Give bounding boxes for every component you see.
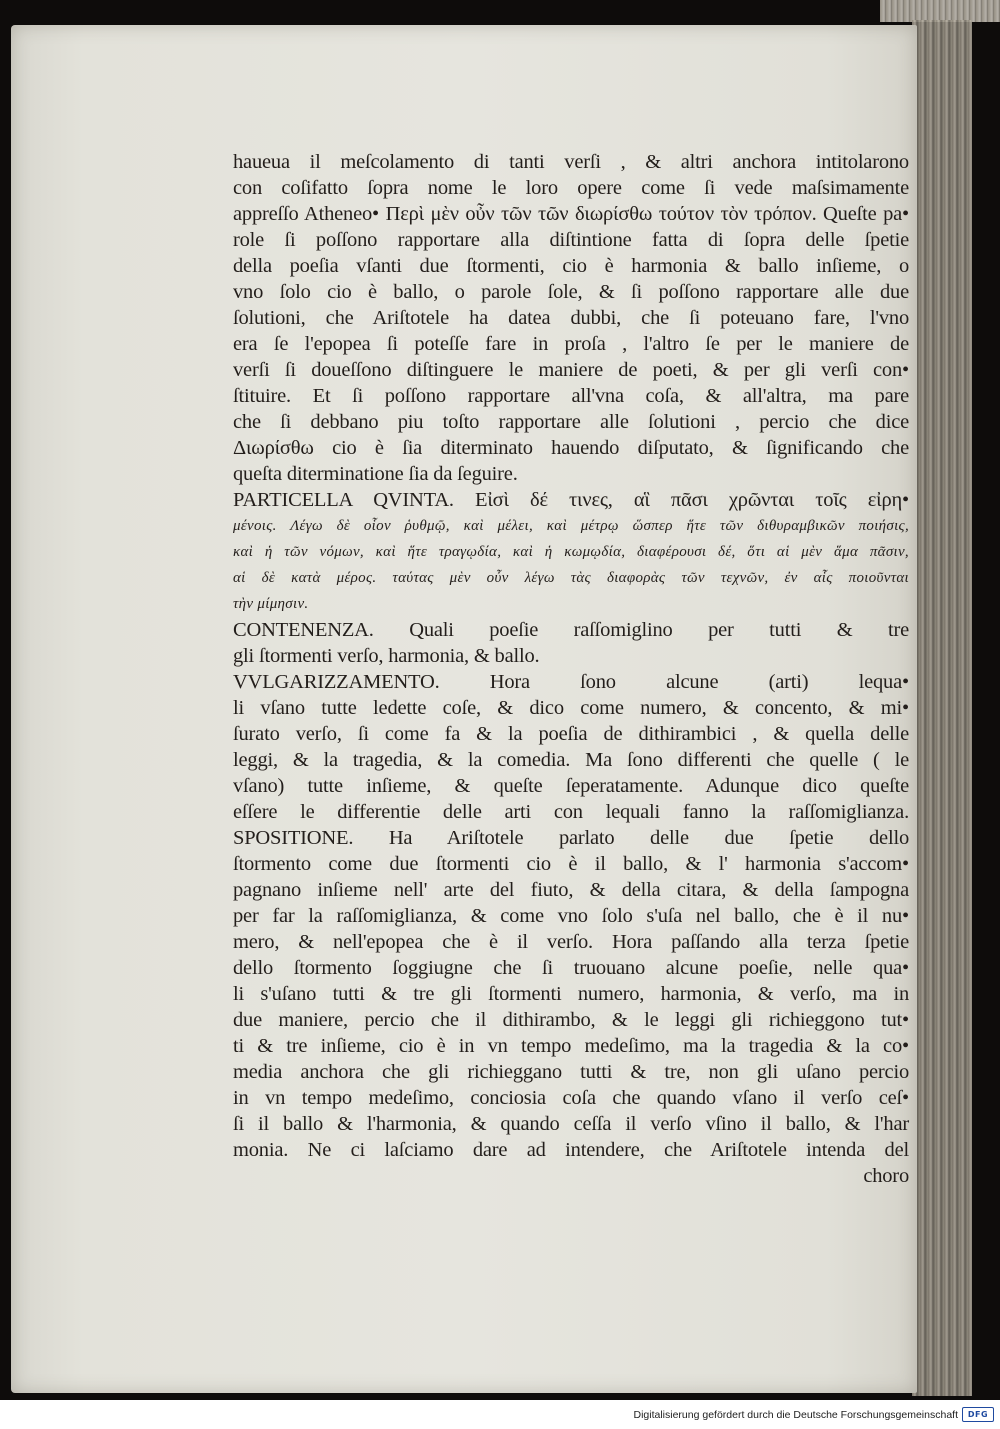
greek-line: αἱ δὲ κατὰ μέρος. ταύτας μὲν οὖν λέγω τὰς διαφορὰς τῶν τεχνῶν, ἐν αἷς ποιοῦνται (233, 570, 909, 586)
text-line: ſtormento come due ſtormenti cio è il ballo, & l' harmonia s'accom• (233, 853, 909, 875)
text-line: gli ſtormenti verſo, harmonia, & ballo. (233, 645, 540, 667)
text-line: ſolutioni, che Ariſtotele ha datea dubbi, che ſi poteuano fare, l'vno (233, 307, 909, 329)
text-line: era ſe l'epopea ſi poteſſe fare in proſa , l'altro ſe per le maniere de (233, 333, 909, 355)
text-line: eſſere le differentie delle arti con lequali fanno la raſſomiglianza. (233, 801, 909, 823)
text-line: pagnano inſieme nell' arte del fiuto, & della citara, & della ſampogna (233, 879, 909, 901)
text-line: con coſifatto ſopra nome le loro opere come ſi vede maſsimamente (233, 177, 909, 199)
greek-line: τὴν μίμησιν. (233, 596, 309, 612)
section-heading-line: CONTENENZA. Quali poeſie raſſomiglino per tutti & tre (233, 619, 909, 641)
greek-line: καὶ ἡ τῶν νόμων, καὶ ἥτε τραγῳδία, καὶ ἡ κωμῳδία, διαφέρουσι δέ, ὅτι αἱ μὲν ἅμα πᾶσιν, (233, 544, 909, 560)
text-line: due maniere, percio che il dithirambo, & le leggi gli richieggono tut• (233, 1009, 909, 1031)
text-line: media anchora che gli richieggano tutti & tre, non gli uſano percio (233, 1061, 909, 1083)
text-line: verſi ſi doueſſono diſtinguere le maniere de poeti, & per gli verſi con• (233, 359, 909, 381)
text-line: in vn tempo medeſimo, conciosia coſa che quando vſano il verſo ceſ• (233, 1087, 909, 1109)
text-line: appreſſo Atheneo• Περὶ μὲν οὖν τῶν τῶν διωρίσθω τούτον τὸν τρόπον. Queſte pa• (233, 203, 909, 225)
text-line: Διωρίσθω cio è ſia diterminato hauendo diſputato, & ſignificando che (233, 437, 909, 459)
page-edges-top (880, 0, 1000, 22)
text-line: che ſi debbano piu toſto rapportare alle ſolutioni , percio che dice (233, 411, 909, 433)
text-line: leggi, & la tragedia, & la comedia. Ma ſono differenti che quelle ( le (233, 749, 909, 771)
text-line: ti & tre inſieme, cio è in vn tempo medeſimo, ma la tragedia & la co• (233, 1035, 909, 1057)
text-line: vſano) tutte inſieme, & queſte ſeperatamente. Adunque dico queſte (233, 775, 909, 797)
footer-bar (0, 1400, 1000, 1429)
section-heading-line: VVLGARIZZAMENTO. Hora ſono alcune (arti) lequa• (233, 671, 909, 693)
text-line: della poeſia vſanti due ſtormenti, cio è harmonia & ballo inſieme, o (233, 255, 909, 277)
text-line: li s'uſano tutti & tre gli ſtormenti numero, harmonia, & verſo, ma in (233, 983, 909, 1005)
text-line: role ſi poſſono rapportare alla diſtintione fatta di ſopra delle ſpetie (233, 229, 909, 251)
greek-line: μένοις. Λέγω δὲ οἷον ῥυθμῷ, καὶ μέλει, καὶ μέτρῳ ὥσπερ ἥτε τῶν διθυραμβικῶν ποιήσις, (233, 518, 909, 534)
text-line: haueua il meſcolamento di tanti verſi , & altri anchora intitolarono (233, 151, 909, 173)
text-line: ſi il ballo & l'harmonia, & quando ceſſa il verſo vſino il ballo, & l'har (233, 1113, 909, 1135)
text-line: per far la raſſomiglianza, & come vno ſolo s'uſa nel ballo, che è il nu• (233, 905, 909, 927)
page-edges (912, 20, 972, 1396)
text-line: dello ſtormento ſoggiugne che ſi truouano alcune poeſie, nelle qua• (233, 957, 909, 979)
text-line: ſtituire. Et ſi poſſono rapportare all'vna coſa, & all'altra, ma pare (233, 385, 909, 407)
page-text (233, 149, 909, 1189)
text-line: monia. Ne ci laſciamo dare ad intendere, che Ariſtotele intenda del (233, 1139, 909, 1161)
section-heading-line: SPOSITIONE. Ha Ariſtotele parlato delle due ſpetie dello (233, 827, 909, 849)
text-line: ſurato verſo, ſi come fa & la poeſia de dithirambici , & quella delle (233, 723, 909, 745)
text-line: li vſano tutte ledette coſe, & dico come numero, & concento, & mi• (233, 697, 909, 719)
section-heading-line: PARTICELLA QVINTA. Εἰσὶ δέ τινες, αἳ πᾶσι χρῶνται τοῖς εἰρη• (233, 489, 909, 511)
text-line: queſta diterminatione ſia da ſeguire. (233, 463, 518, 485)
catchword: choro (863, 1165, 909, 1187)
text-line: vno ſolo cio è ballo, o parole ſole, & ſi poſſono rapportare alle due (233, 281, 909, 303)
funding-credit: Digitalisierung gefördert durch die Deutsche Forschungsgemeinschaft (633, 1409, 958, 1421)
dfg-logo: DFG (962, 1407, 994, 1422)
text-line: mero, & nell'epopea che è il verſo. Hora paſſando alla terza ſpetie (233, 931, 909, 953)
